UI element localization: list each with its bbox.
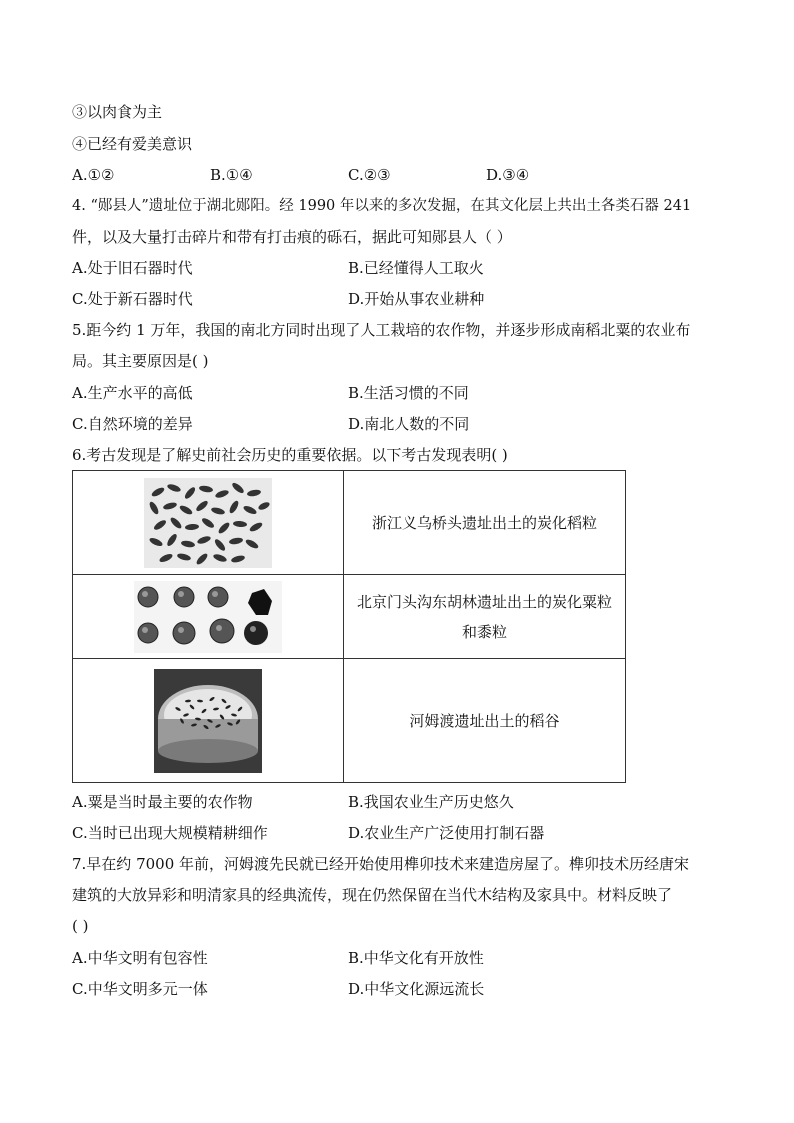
millet-photo-cell xyxy=(73,575,344,659)
q6-option-b: B.我国农业生产历史悠久 xyxy=(348,793,514,811)
hemudu-rice-image xyxy=(154,669,262,773)
rice-grains-caption: 浙江义乌桥头遗址出土的炭化稻粒 xyxy=(344,471,626,575)
q4-option-d: D.开始从事农业耕种 xyxy=(348,290,485,308)
q4-option-b: B.已经懂得人工取火 xyxy=(348,259,484,277)
q7-option-d: D.中华文化源远流长 xyxy=(348,980,485,998)
q7-stem-line2: 建筑的大放异彩和明清家具的经典流传，现在仍然保留在当代木结构及家具中。材料反映了 xyxy=(72,886,673,904)
q3-option-a: A.①② xyxy=(72,166,115,184)
statement-3: ③以肉食为主 xyxy=(72,103,163,121)
table-row xyxy=(73,659,626,783)
millet-caption: 北京门头沟东胡林遗址出土的炭化粟粒和黍粒 xyxy=(344,575,626,659)
q6-option-a: A.粟是当时最主要的农作物 xyxy=(72,793,253,811)
q5-option-b: B.生活习惯的不同 xyxy=(348,384,469,402)
q3-option-c: C.②③ xyxy=(348,166,391,184)
q7-option-c: C.中华文明多元一体 xyxy=(72,980,208,998)
hemudu-rice-photo-cell xyxy=(73,659,344,783)
q5-option-d: D.南北人数的不同 xyxy=(348,415,470,433)
table-row xyxy=(73,471,626,575)
q6-evidence-table xyxy=(72,470,626,783)
table-row xyxy=(73,575,626,659)
rice-grains-photo-cell xyxy=(73,471,344,575)
statement-4: ④已经有爱美意识 xyxy=(72,135,193,153)
q5-option-a: A.生产水平的高低 xyxy=(72,384,193,402)
carbonized-millet-image xyxy=(134,581,282,653)
q5-stem-line2: 局。其主要原因是( ) xyxy=(72,352,209,370)
q5-stem-line1: 5.距今约 1 万年，我国的南北方同时出现了人工栽培的农作物，并逐步形成南稻北粟的农业布 xyxy=(72,321,691,339)
q4-option-c: C.处于新石器时代 xyxy=(72,290,193,308)
q4-stem-line1: 4. “郧县人”遗址位于湖北郧阳。经 1990 年以来的多次发掘，在其文化层上共出土各类石器 241 xyxy=(72,198,692,214)
q6-stem: 6.考古发现是了解史前社会历史的重要依据。以下考古发现表明( ) xyxy=(72,446,508,464)
hemudu-rice-caption: 河姆渡遗址出土的稻谷 xyxy=(344,659,626,783)
q7-option-a: A.中华文明有包容性 xyxy=(72,949,208,967)
q3-option-b: B.①④ xyxy=(210,166,253,184)
q6-option-c: C.当时已出现大规模精耕细作 xyxy=(72,824,268,842)
carbonized-rice-image xyxy=(144,478,272,568)
q4-option-a: A.处于旧石器时代 xyxy=(72,259,193,277)
q6-option-d: D.农业生产广泛使用打制石器 xyxy=(348,824,545,842)
q3-option-d: D.③④ xyxy=(486,166,530,184)
q7-stem-line3: ( ) xyxy=(72,917,89,935)
q4-stem-line2: 件，以及大量打击碎片和带有打击痕的砾石，据此可知郧县人（ ） xyxy=(72,228,512,246)
q7-stem-line1: 7.早在约 7000 年前，河姆渡先民就已经开始使用榫卯技术来建造房屋了。榫卯技术历经唐宋 xyxy=(72,855,690,873)
q7-option-b: B.中华文化有开放性 xyxy=(348,949,484,967)
q5-option-c: C.自然环境的差异 xyxy=(72,415,193,433)
